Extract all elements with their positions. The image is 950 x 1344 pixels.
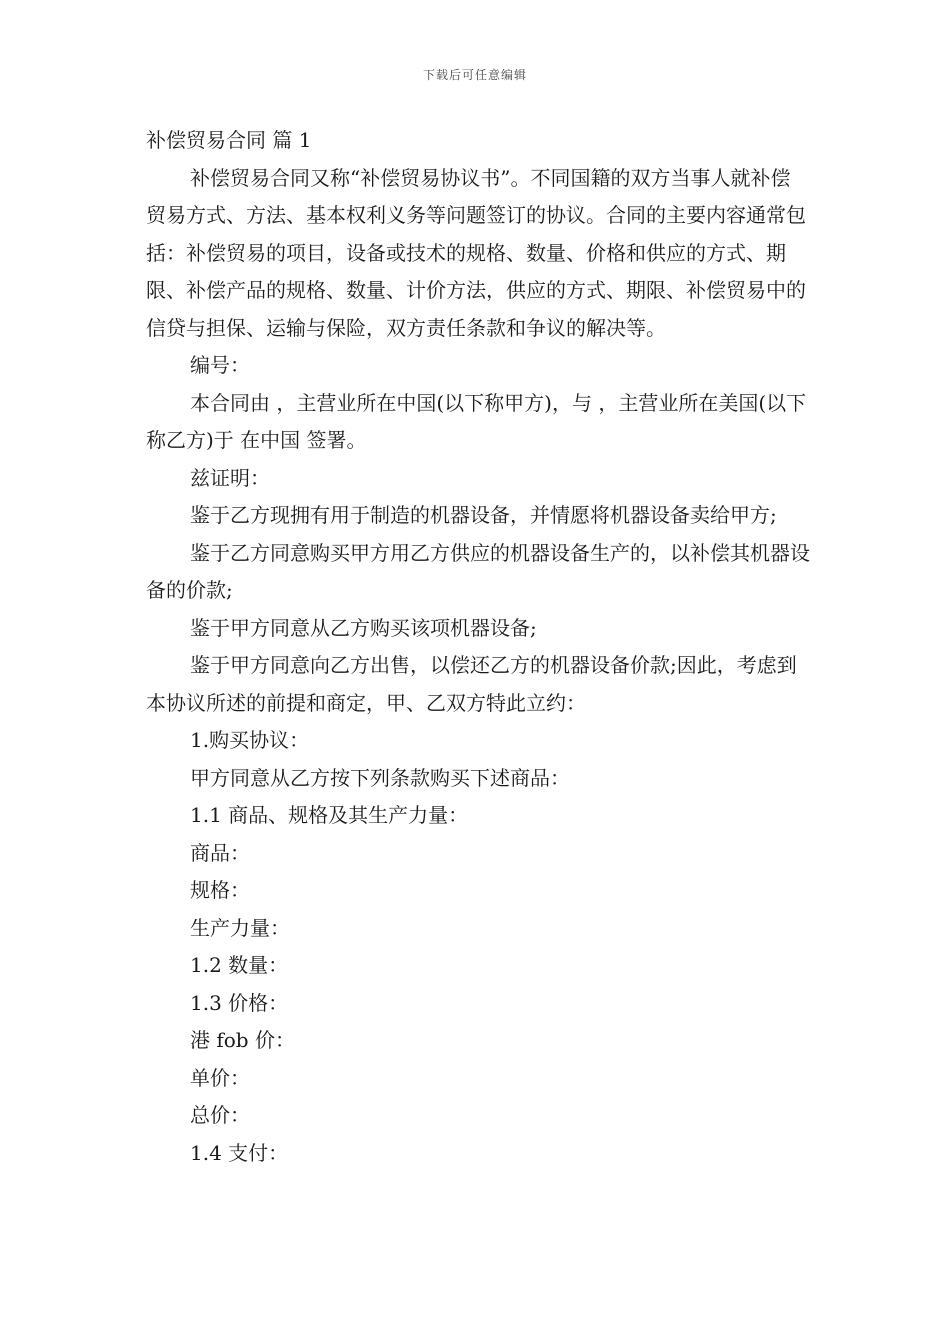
whereas-paragraph-2: 鉴于乙方同意购买甲方用乙方供应的机器设备生产的，以补偿其机器设备的价款; xyxy=(146,540,810,602)
section-1-4-heading: 1.4 支付： xyxy=(190,1140,289,1165)
document-body xyxy=(146,122,810,1172)
capacity-field: 生产力量： xyxy=(190,915,290,940)
parties-paragraph: 本合同由 ，主营业所在中国(以下称甲方)，与 ，主营业所在美国(以下称乙方)于 在中国 签署。 xyxy=(146,390,807,452)
whereas-paragraph-4: 鉴于甲方同意向乙方出售，以偿还乙方的机器设备价款;因此，考虑到本协议所述的前提和商定，甲、乙双方特此立约： xyxy=(146,653,797,715)
section-1-2-heading: 1.2 数量： xyxy=(190,953,289,977)
spec-field: 规格： xyxy=(190,878,250,902)
section-1-text: 甲方同意从乙方按下列条款购买下述商品： xyxy=(190,765,570,790)
fob-price-field: 港 fob 价： xyxy=(190,1028,295,1052)
intro-paragraph: 补偿贸易合同又称“补偿贸易协议书”。不同国籍的双方当事人就补偿贸易方式、方法、基本权利义务等问题签订的协议。合同的主要内容通常包括：补偿贸易的项目，设备或技术的规格、数量、价格和供应的方式、期限、补偿产品的规格、数量、计价方法，供应的方式、期限、补偿贸易中的信贷与担保、运输与保险，双方责任条款和争议的解决等。 xyxy=(146,165,806,340)
whereas-paragraph-1: 鉴于乙方现拥有用于制造的机器设备，并情愿将机器设备卖给甲方; xyxy=(190,503,777,527)
total-price-field: 总价： xyxy=(190,1103,250,1127)
section-1-3-heading: 1.3 价格： xyxy=(190,990,289,1015)
goods-field: 商品： xyxy=(190,840,250,865)
number-label: 编号： xyxy=(190,353,250,377)
witness-label: 兹证明： xyxy=(190,465,270,490)
document-title: 补偿贸易合同 篇 1 xyxy=(146,128,312,152)
whereas-paragraph-3: 鉴于甲方同意从乙方购买该项机器设备; xyxy=(190,615,537,640)
section-1-1-heading: 1.1 商品、规格及其生产力量： xyxy=(190,803,469,827)
header-note: 下载后可任意编辑 xyxy=(422,68,527,82)
section-1-heading: 1.购买协议： xyxy=(190,728,310,752)
unit-price-field: 单价： xyxy=(190,1065,250,1090)
